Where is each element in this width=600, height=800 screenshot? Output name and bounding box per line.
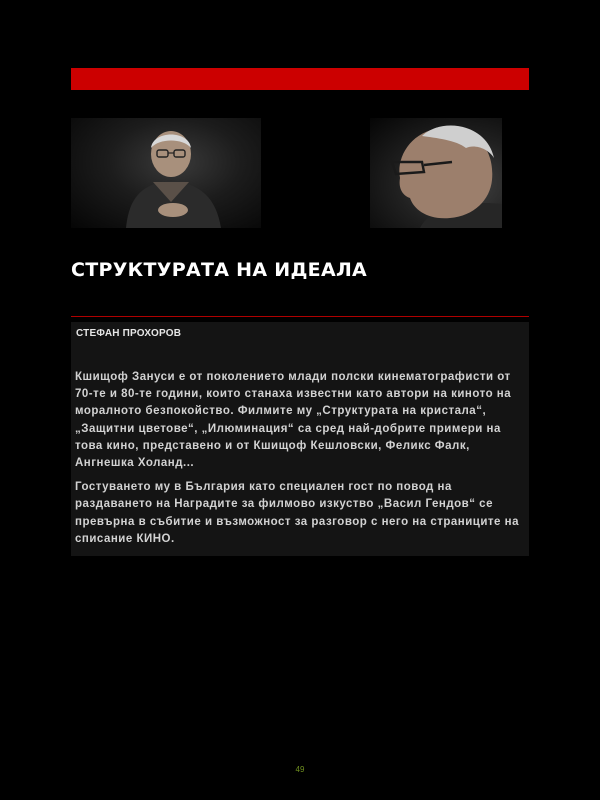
article-title: СТРУКТУРАТА НА ИДЕАЛА	[71, 259, 368, 281]
page-number: 49	[295, 765, 305, 774]
article-paragraph-2: Гостуването му в България като специален гост по повод на раздаването на Наградите за филмово изкуство „Васил Гендов“ се превърна в събитие и възможност за разговор с него на страниците на списание КИНО.	[75, 481, 519, 545]
article-body	[71, 322, 529, 556]
author-name: СТЕФАН ПРОХОРОВ	[76, 328, 182, 339]
photo-man-profile-glasses	[370, 118, 502, 228]
photo-man-seated-interview	[71, 118, 261, 228]
title-divider	[71, 316, 529, 317]
header-red-bar	[71, 68, 529, 90]
article-paragraph-1: Кшищоф Зануси е от поколението млади полски кинематографисти от 70-те и 80-те години, които станаха известни като автори на киното на моралното безпокойство. Филмите му „Структурата на кристала“, „Защитни цветове“, „Илюминация“ са сред най-добрите примери на това кино, представено и от Кшищоф Кешловски, Феликс Фалк, Ангнешка Холанд...	[75, 371, 512, 470]
